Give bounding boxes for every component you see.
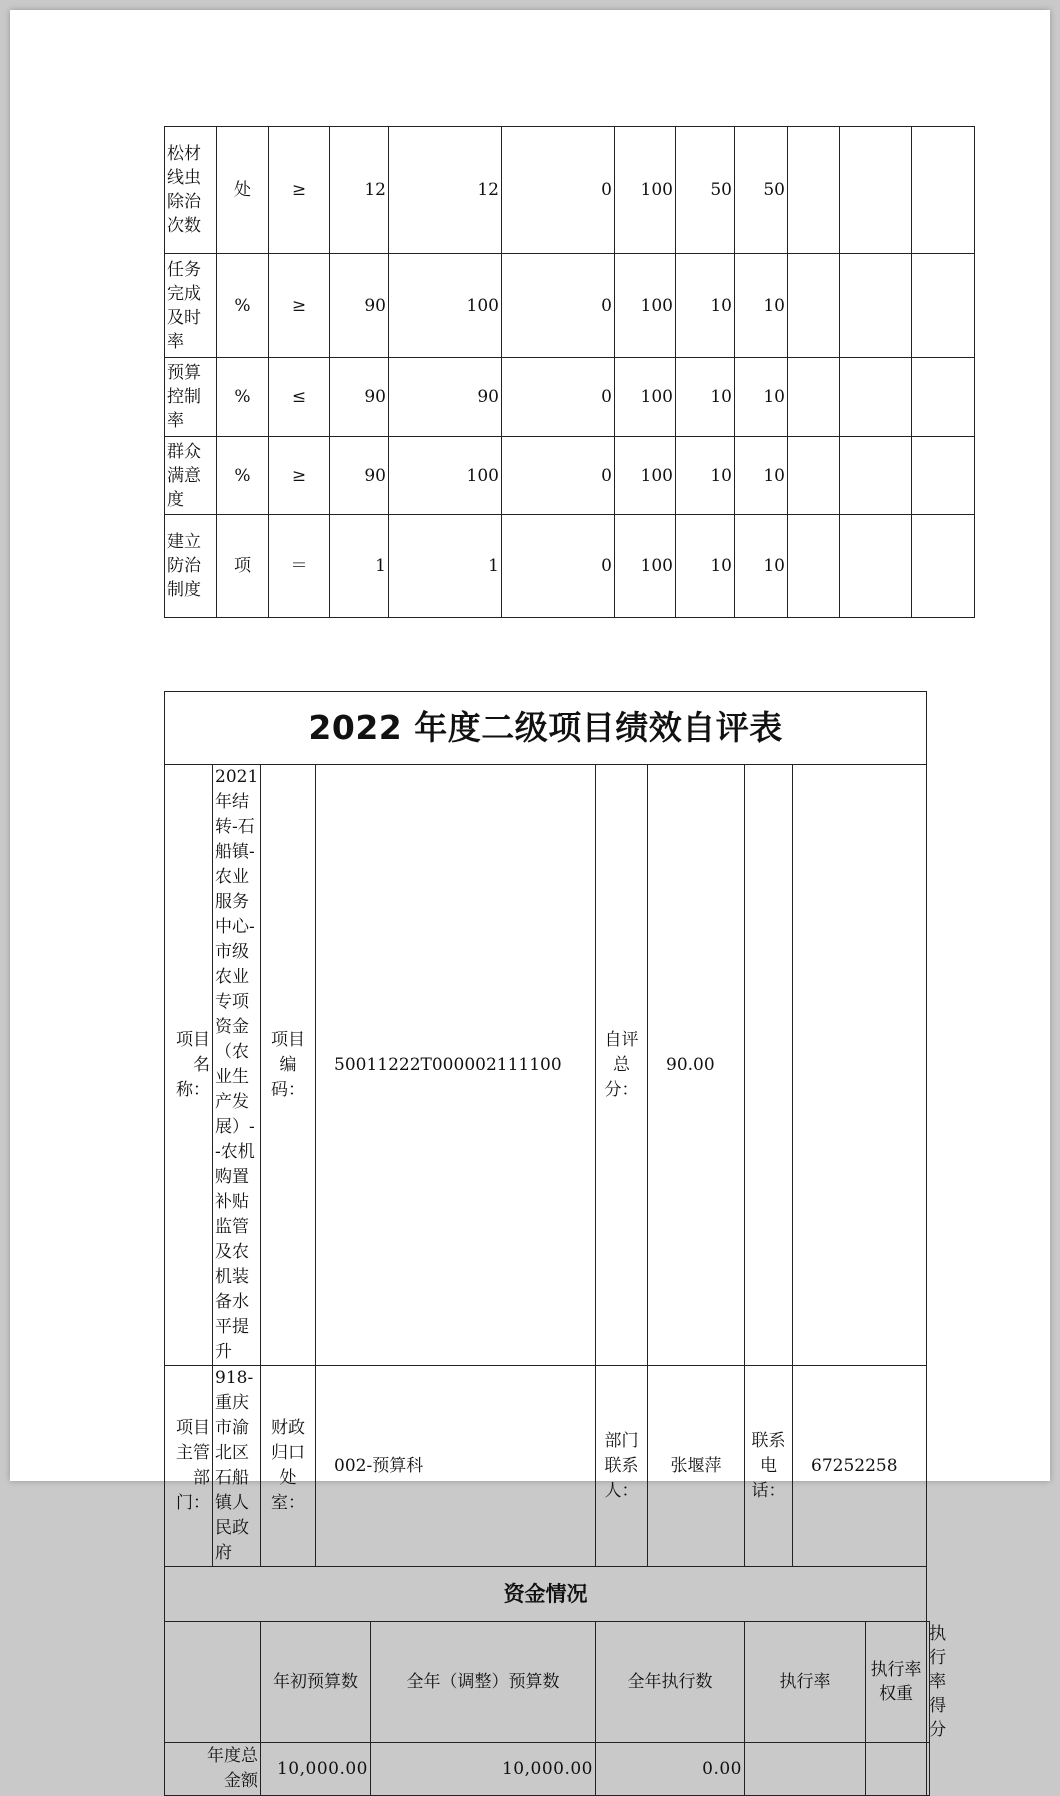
project-code-label: 项目编码： (261, 765, 316, 1366)
empty-cell (840, 515, 912, 618)
indicator-deviation: 0 (502, 127, 615, 254)
phone-number: 67252258 (793, 1366, 927, 1567)
indicator-name: 任务完成及时率 (165, 254, 217, 358)
indicator-actual: 12 (389, 127, 502, 254)
dept-label: 项目主管部门： (165, 1366, 213, 1567)
empty-cell (788, 437, 840, 515)
empty-cell (912, 358, 975, 437)
col-header-executed: 全年执行数 (596, 1622, 745, 1743)
col-header-initial: 年初预算数 (261, 1622, 371, 1743)
col-header-weight: 执行率权重 (866, 1622, 927, 1743)
empty-cell (912, 127, 975, 254)
contact-label: 部门联系人： (596, 1366, 648, 1567)
indicator-target: 90 (330, 358, 389, 437)
indicator-row (165, 254, 975, 358)
indicator-unit: % (217, 358, 269, 437)
empty-cell (840, 358, 912, 437)
indicator-unit: % (217, 254, 269, 358)
indicator-row (165, 127, 975, 254)
rate-score-value (927, 1743, 930, 1796)
indicator-op: ＝ (269, 515, 330, 618)
indicator-row (165, 437, 975, 515)
fund-section-title: 资金情况 (165, 1567, 927, 1622)
indicator-name: 松材线虫除治次数 (165, 127, 217, 254)
indicator-rate: 100 (615, 515, 676, 618)
project-name-label: 项目名称： (165, 765, 213, 1366)
indicator-name: 群众满意度 (165, 437, 217, 515)
indicator-score: 10 (735, 515, 788, 618)
indicator-row (165, 358, 975, 437)
indicator-deviation: 0 (502, 358, 615, 437)
empty-cell (912, 437, 975, 515)
indicator-rate: 100 (615, 358, 676, 437)
indicator-row (165, 515, 975, 618)
indicator-actual: 100 (389, 254, 502, 358)
col-header-rate: 执行率 (745, 1622, 866, 1743)
empty-cell (788, 127, 840, 254)
indicator-name: 建立防治制度 (165, 515, 217, 618)
indicator-deviation: 0 (502, 254, 615, 358)
indicator-rate: 100 (615, 127, 676, 254)
phone-label: 联系电话： (745, 1366, 793, 1567)
empty-cell (912, 254, 975, 358)
indicator-actual: 1 (389, 515, 502, 618)
empty-cell (788, 254, 840, 358)
empty-cell (788, 515, 840, 618)
indicator-target: 1 (330, 515, 389, 618)
indicator-unit: 项 (217, 515, 269, 618)
annual-total-label: 年度总金额 (165, 1743, 261, 1796)
col-header-score: 执行率得分 (927, 1622, 930, 1743)
initial-budget-value: 10,000.00 (261, 1743, 371, 1796)
indicator-weight: 10 (676, 254, 735, 358)
rate-weight-value (866, 1743, 927, 1796)
empty-cell (788, 358, 840, 437)
project-code: 50011222T000002111100 (316, 765, 596, 1366)
indicator-weight: 10 (676, 515, 735, 618)
indicator-unit: 处 (217, 127, 269, 254)
indicator-table (164, 126, 975, 618)
project-name: 2021 年结转-石船镇-农业服务中心-市级农业专项资金（农业生产发展）--农机购置补贴监管及农机装备水平提升 (213, 765, 261, 1366)
indicator-weight: 10 (676, 358, 735, 437)
empty-cell (840, 437, 912, 515)
adjusted-budget-value: 10,000.00 (371, 1743, 596, 1796)
indicator-op: ≤ (269, 358, 330, 437)
indicator-score: 10 (735, 358, 788, 437)
indicator-op: ≥ (269, 437, 330, 515)
execution-rate-value (745, 1743, 866, 1796)
indicator-target: 12 (330, 127, 389, 254)
form-title: 2022 年度二级项目绩效自评表 (165, 692, 927, 765)
indicator-weight: 10 (676, 437, 735, 515)
total-score: 90.00 (648, 765, 745, 1366)
indicator-rate: 100 (615, 254, 676, 358)
indicator-target: 90 (330, 437, 389, 515)
dept: 918-重庆市渝北区石船镇人民政府 (213, 1366, 261, 1567)
indicator-actual: 100 (389, 437, 502, 515)
indicator-op: ≥ (269, 254, 330, 358)
indicator-deviation: 0 (502, 515, 615, 618)
finance-office: 002-预算科 (316, 1366, 596, 1567)
indicator-target: 90 (330, 254, 389, 358)
indicator-name: 预算控制率 (165, 358, 217, 437)
indicator-score: 50 (735, 127, 788, 254)
col-header-adjusted: 全年（调整）预算数 (371, 1622, 596, 1743)
indicator-score: 10 (735, 437, 788, 515)
self-evaluation-table (164, 691, 947, 1796)
empty-cell (745, 765, 793, 1366)
total-score-label: 自评总分： (596, 765, 648, 1366)
indicator-actual: 90 (389, 358, 502, 437)
indicator-score: 10 (735, 254, 788, 358)
empty-cell (165, 1622, 261, 1743)
empty-cell (840, 254, 912, 358)
indicator-weight: 50 (676, 127, 735, 254)
contact-person: 张堰萍 (648, 1366, 745, 1567)
indicator-rate: 100 (615, 437, 676, 515)
finance-label: 财政归口处室： (261, 1366, 316, 1567)
executed-value: 0.00 (596, 1743, 745, 1796)
indicator-unit: % (217, 437, 269, 515)
indicator-op: ≥ (269, 127, 330, 254)
empty-cell (912, 515, 975, 618)
indicator-deviation: 0 (502, 437, 615, 515)
empty-cell (793, 765, 927, 1366)
empty-cell (840, 127, 912, 254)
